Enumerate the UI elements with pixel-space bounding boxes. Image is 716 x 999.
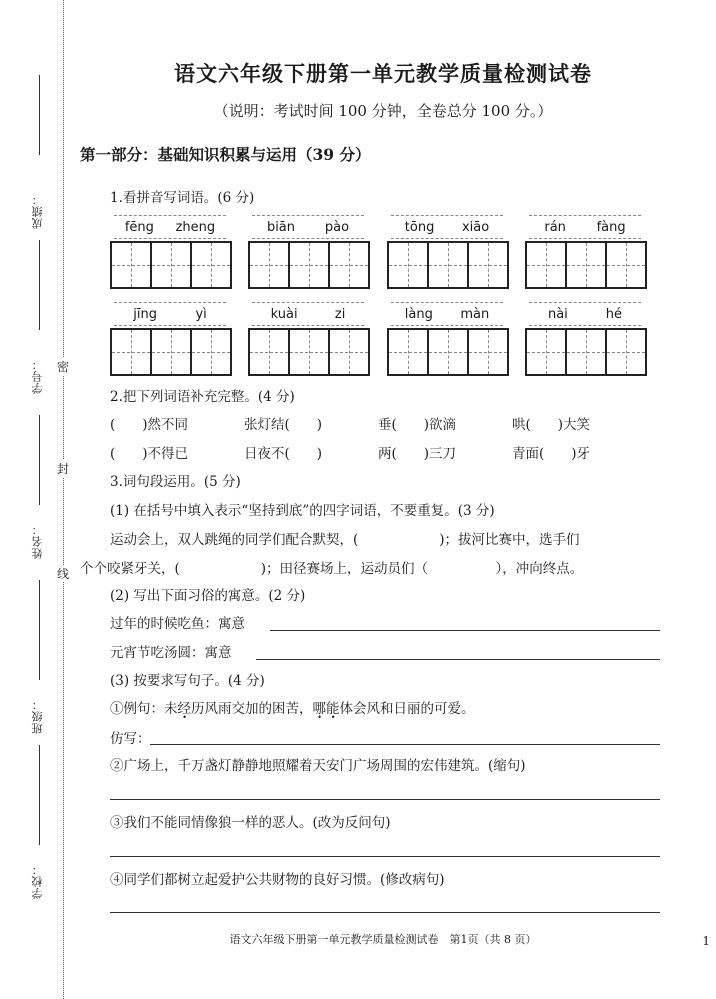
idiom-blank[interactable]: ( )然不同 bbox=[110, 417, 189, 433]
sentence-3-answer-line[interactable] bbox=[110, 856, 660, 857]
section-1-heading: 第一部分：基础知识积累与运用（39 分） bbox=[80, 145, 371, 164]
binding-dotted-line bbox=[63, 0, 64, 999]
q3-sub1-prompt: (1) 在括号中填入表示“坚持到底”的四字词语，不要重复。(3 分) bbox=[110, 503, 495, 519]
custom-fish-answer-line[interactable] bbox=[270, 630, 660, 631]
q2-row-2 bbox=[110, 442, 646, 462]
answer-cell[interactable] bbox=[110, 241, 152, 289]
answer-cell[interactable] bbox=[525, 328, 567, 376]
q3-sub2-prompt: (2) 写出下面习俗的寓意。(2 分) bbox=[110, 588, 306, 604]
answer-cell[interactable] bbox=[328, 328, 370, 376]
answer-cell[interactable] bbox=[190, 241, 232, 289]
imitate-label: 仿写： bbox=[110, 731, 151, 747]
answer-cell[interactable] bbox=[190, 328, 232, 376]
pinyin-item: kuài zi bbox=[248, 302, 368, 376]
pinyin-item: tōng xiāo bbox=[387, 215, 507, 289]
idiom-blank[interactable]: 哄( )大笑 bbox=[512, 417, 591, 433]
q3-sub3-prompt: (3) 按要求写句子。(4 分) bbox=[110, 673, 265, 689]
answer-cell[interactable] bbox=[605, 241, 647, 289]
idiom-blank[interactable]: 青面( )牙 bbox=[512, 446, 591, 462]
idiom-blank[interactable]: 日夜不( ) bbox=[244, 446, 323, 462]
seal-char-feng: 封 bbox=[56, 462, 69, 476]
pinyin-item: nài hé bbox=[525, 302, 645, 376]
answer-cell[interactable] bbox=[427, 328, 469, 376]
answer-cell[interactable] bbox=[288, 241, 330, 289]
class-label: 班级： bbox=[31, 698, 44, 734]
answer-cell[interactable] bbox=[328, 241, 370, 289]
exam-title: 语文六年级下册第一单元教学质量检测试卷 bbox=[174, 61, 592, 86]
seal-char-mi: 密 bbox=[56, 360, 69, 374]
sentence-4-answer-line[interactable] bbox=[110, 912, 660, 913]
imitate-answer-line[interactable] bbox=[150, 744, 660, 745]
q2-row-1 bbox=[110, 413, 646, 433]
answer-cell[interactable] bbox=[565, 241, 607, 289]
q2-label: 2.把下列词语补充完整。(4 分) bbox=[110, 389, 295, 405]
exam-instructions: （说明：考试时间 100 分钟，全卷总分 100 分。） bbox=[213, 102, 553, 120]
pinyin-item: biān pào bbox=[248, 215, 368, 289]
answer-cell[interactable] bbox=[110, 328, 152, 376]
answer-cell[interactable] bbox=[150, 328, 192, 376]
score-label: 成绩： bbox=[31, 193, 44, 229]
idiom-blank[interactable]: 张灯结( ) bbox=[244, 417, 323, 433]
custom-fish-label: 过年的时候吃鱼：寓意 bbox=[110, 616, 245, 632]
idiom-blank[interactable]: 垂( )欲滴 bbox=[378, 417, 457, 433]
answer-cell[interactable] bbox=[248, 328, 290, 376]
idiom-blank[interactable]: 两( )三刀 bbox=[378, 446, 457, 462]
q1-label: 1.看拼音写词语。(6 分) bbox=[110, 190, 255, 206]
page-number: 1 bbox=[702, 934, 710, 948]
answer-cell[interactable] bbox=[387, 328, 429, 376]
q3-sub1-text-line-2[interactable]: 个个咬紧牙关，( )；田径赛场上，运动员们（ ），冲向终点。 bbox=[80, 561, 584, 577]
q3-label: 3.词句段运用。(5 分) bbox=[110, 474, 241, 490]
pinyin-item: fēng zheng bbox=[110, 215, 230, 289]
sentence-4-prompt: ④同学们都树立起爱护公共财物的良好习惯。(修改病句) bbox=[110, 872, 445, 888]
custom-tangyuan-label: 元宵节吃汤圆：寓意 bbox=[110, 645, 232, 661]
name-label: 姓名： bbox=[31, 523, 44, 559]
page-footer: 语文六年级下册第一单元教学质量检测试卷 第1页（共 8 页） bbox=[229, 933, 537, 946]
sentence-3-prompt: ③我们不能同情像狼一样的恶人。(改为反问句) bbox=[110, 815, 391, 831]
pinyin-item: jīng yì bbox=[110, 302, 230, 376]
answer-cell[interactable] bbox=[467, 241, 509, 289]
answer-cell[interactable] bbox=[248, 241, 290, 289]
student-id-label: 学号： bbox=[31, 358, 44, 394]
pinyin-item: làng màn bbox=[387, 302, 507, 376]
answer-cell[interactable] bbox=[525, 241, 567, 289]
answer-cell[interactable] bbox=[150, 241, 192, 289]
school-label: 学校： bbox=[31, 863, 44, 899]
seal-char-xian: 线 bbox=[56, 567, 69, 581]
answer-cell[interactable] bbox=[427, 241, 469, 289]
answer-cell[interactable] bbox=[387, 241, 429, 289]
example-sentence: ①例句：未经历风雨交加的困苦，哪能体会风和日丽的可爱。 bbox=[110, 701, 475, 717]
custom-tangyuan-answer-line[interactable] bbox=[256, 659, 660, 660]
q3-sub1-text-line-1[interactable]: 运动会上，双人跳绳的同学们配合默契，( )；拔河比赛中，选手们 bbox=[110, 532, 580, 548]
sentence-2-prompt: ②广场上，千万盏灯静静地照耀着天安门广场周围的宏伟建筑。(缩句) bbox=[110, 758, 526, 774]
answer-cell[interactable] bbox=[605, 328, 647, 376]
sentence-2-answer-line[interactable] bbox=[110, 799, 660, 800]
answer-cell[interactable] bbox=[467, 328, 509, 376]
pinyin-item: rán fàng bbox=[525, 215, 645, 289]
answer-cell[interactable] bbox=[288, 328, 330, 376]
answer-cell[interactable] bbox=[565, 328, 607, 376]
idiom-blank[interactable]: ( )不得已 bbox=[110, 446, 189, 462]
